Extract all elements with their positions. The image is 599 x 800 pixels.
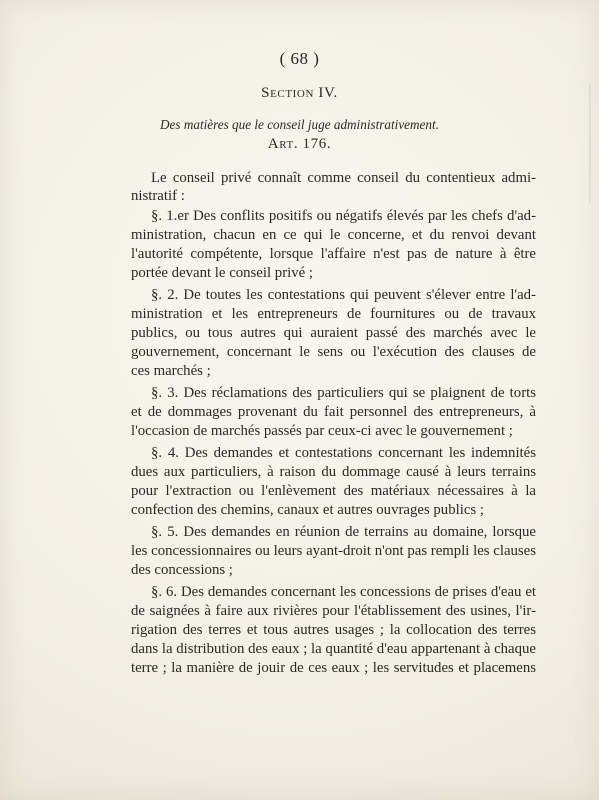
body-line: confection des chemins, canaux et autres ouvrages publics ; (131, 502, 484, 518)
body-line: et de dommages provenant du fait personnel des entrepreneurs, à (131, 404, 536, 420)
body-line: terre ; la manière de jouir de ces eaux ; les servitudes et placemens (131, 660, 536, 676)
body-line: gouvernement, concernant le sens ou l'exécution des clauses de (131, 344, 536, 360)
body-line: rigation des terres et tous autres usages ; la collocation des terres (131, 622, 536, 638)
body-line: portée devant le conseil privé ; (131, 265, 314, 281)
body-line: publics, ou tous autres qui auraient passé des marchés avec le (131, 325, 536, 341)
body-line: dans la distribution des eaux ; la quantité d'eau appartenant à chaque (131, 641, 536, 657)
body-line: dues aux particuliers, à raison du dommage causé à leurs terrains (131, 464, 536, 480)
body-line: ministration, chacun en ce qui le concerne, et du renvoi devant (131, 227, 536, 243)
body-line: les concessionnaires ou leurs ayant-droit n'ont pas rempli les clauses (131, 543, 536, 559)
article-heading: Art. 176. (267, 136, 332, 152)
body-line: ces marchés ; (131, 363, 211, 379)
body-line: §. 6. Des demandes concernant les concessions de prises d'eau et (151, 584, 536, 600)
body-line: §. 3. Des réclamations des particuliers qui se plaignent de torts (151, 385, 536, 401)
body-line: l'occasion de marchés passés par ceux-ci avec le gouvernement ; (131, 423, 513, 439)
body-line: l'autorité compétente, lorsque l'affaire n'est pas de nature à être (131, 246, 536, 262)
body-line: §. 5. Des demandes en réunion de terrains au domaine, lorsque (151, 524, 536, 540)
section-heading: Section IV. (261, 85, 338, 101)
body-line: nistratif : (131, 188, 185, 204)
section-subtitle: Des matières que le conseil juge administrativement. (160, 117, 439, 132)
body-line: des concessions ; (131, 562, 233, 578)
body-line: §. 4. Des demandes et contestations concernant les indemnités (151, 445, 536, 461)
body-line: de saignées à faire aux rivières pour l'établissement des usines, l'ir- (131, 603, 536, 619)
page-number: ( 68 ) (279, 49, 320, 68)
body-line: ministration et les entrepreneurs de fournitures ou de travaux (131, 306, 536, 322)
body-line: §. 2. De toutes les contestations qui peuvent s'élever entre l'ad- (151, 287, 536, 303)
body-line: pour l'extraction ou l'enlèvement des matériaux nécessaires à la (131, 483, 536, 499)
body-line: §. 1.er Des conflits positifs ou négatifs élevés par les chefs d'ad- (151, 208, 536, 224)
body-line: Le conseil privé connaît comme conseil du contentieux admi- (151, 170, 536, 186)
